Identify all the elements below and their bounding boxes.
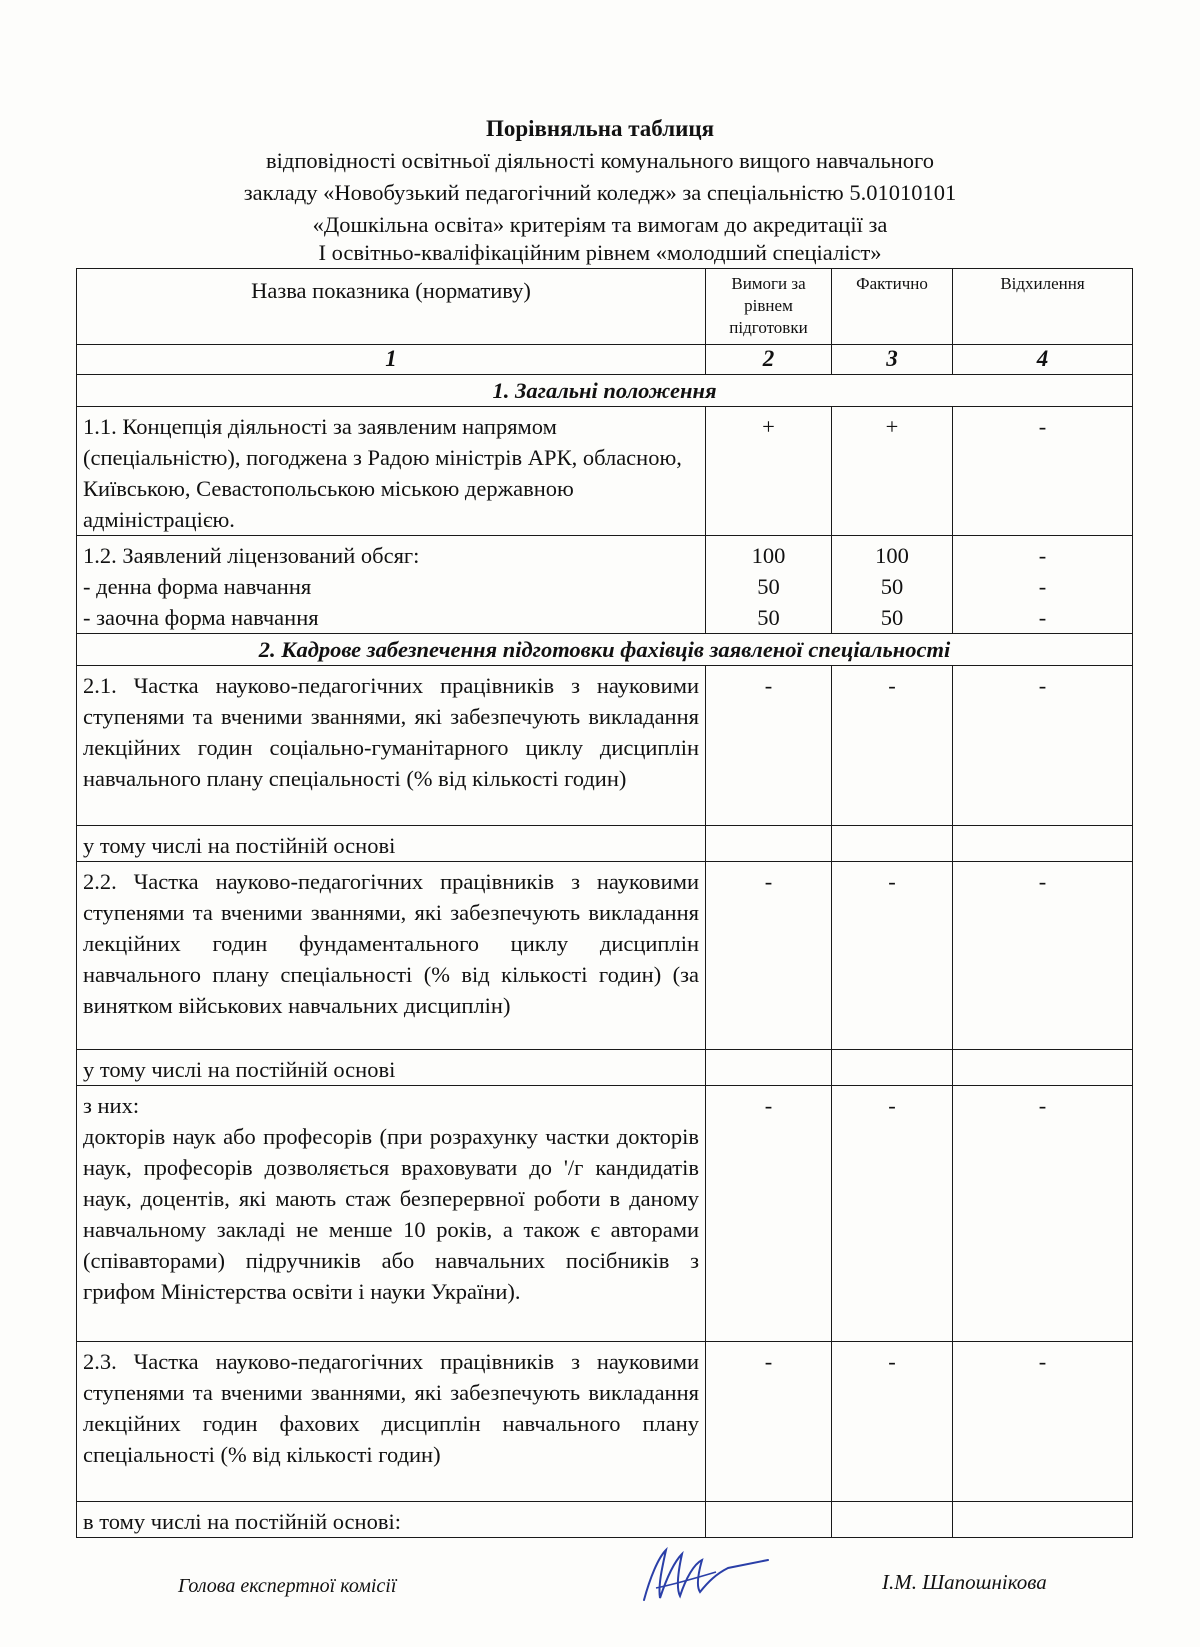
- row-2-2-deviation: -: [953, 862, 1133, 1050]
- row-2-3-actual: -: [832, 1342, 953, 1502]
- column-number-3: 3: [832, 345, 953, 375]
- column-number-2: 2: [706, 345, 832, 375]
- row-1-2-line-3: - заочна форма навчання: [83, 605, 319, 630]
- row-2-1-text: 2.1. Частка науково-педагогічних працівників з науковими ступенями та вченими званнями, які забезпечують викладання лекційних годин соціально-гуманітарного циклу дисциплін навчального плану спеціальності (% від кількості годин): [77, 666, 706, 826]
- row-1-2-line-1: 1.2. Заявлений ліцензований обсяг:: [83, 543, 420, 568]
- row-1-2-actual: [832, 536, 953, 634]
- subtitle-line-1: відповідності освітньої діяльності комунального вищого навчального: [266, 148, 934, 173]
- row-2-2-actual: -: [832, 862, 953, 1050]
- section-2-heading: 2. Кадрове забезпечення підготовки фахівців заявленої спеціальності: [77, 634, 1133, 666]
- header-row: [77, 269, 1133, 345]
- document-title: Порівняльна таблиця: [485, 116, 715, 141]
- header-indicator: Назва показника (нормативу): [77, 269, 706, 345]
- table-row: [77, 536, 1133, 634]
- column-number-4: 4: [953, 345, 1133, 375]
- table-row: [77, 666, 1133, 826]
- header-actual: Фактично: [832, 269, 953, 345]
- row-1-1-actual: +: [832, 407, 953, 536]
- row-2-2-of-requirements: -: [706, 1086, 832, 1342]
- row-2-2-of-actual: -: [832, 1086, 953, 1342]
- row-2-3-text: 2.3. Частка науково-педагогічних працівників з науковими ступенями та вченими званнями, які забезпечують викладання лекційних годин фахових дисциплін навчального плану спеціальності (% від кількості годин): [77, 1342, 706, 1502]
- header-requirements: Вимоги за рівнем підготовки: [706, 269, 832, 345]
- section-1-heading: 1. Загальні положення: [77, 375, 1133, 407]
- value: 50: [880, 605, 904, 630]
- row-1-1-requirements: +: [706, 407, 832, 536]
- value: 50: [757, 574, 780, 599]
- subtitle-line-3: «Дошкільна освіта» критеріям та вимогам до акредитації за: [312, 212, 888, 237]
- section-row: [77, 375, 1133, 407]
- row-2-2-of-deviation: -: [953, 1086, 1133, 1342]
- empty-cell: [706, 1502, 832, 1538]
- row-2-1-sub-text: у тому числі на постійній основі: [77, 826, 706, 862]
- commission-head-name: І.М. Шапошнікова: [882, 1570, 1047, 1594]
- row-2-3-deviation: -: [953, 1342, 1133, 1502]
- value: -: [1038, 543, 1047, 568]
- table-row: [77, 1342, 1133, 1502]
- row-2-2-of-text: [77, 1086, 706, 1342]
- empty-cell: [832, 826, 953, 862]
- row-1-2-requirements: [706, 536, 832, 634]
- subtitle-line-2: закладу «Новобузький педагогічний коледж» за спеціальністю 5.01010101: [243, 180, 957, 205]
- empty-cell: [832, 1502, 953, 1538]
- comparison-table: [76, 268, 1133, 1538]
- table-row: [77, 826, 1133, 862]
- header-deviation: Відхилення: [953, 269, 1133, 345]
- empty-cell: [706, 826, 832, 862]
- row-2-3-sub-text: в тому числі на постійній основі:: [77, 1502, 706, 1538]
- empty-cell: [953, 826, 1133, 862]
- row-1-1-text: 1.1. Концепція діяльності за заявленим напрямом (спеціальністю), погоджена з Радою міністрів АРК, обласною, Київською, Севастопольською міською державною адміністрацією.: [77, 407, 706, 536]
- row-2-2-of-body: докторів наук або професорів (при розрахунку частки докторів наук, професорів дозволяється враховувати до '/г кандидатів наук, доцентів, які мають стаж безперервної роботи в даному навчальному закладі не менше 10 років, а також є авторами (співавторами) підручників або навчальних посібників з грифом Міністерства освіти і науки України).: [83, 1124, 699, 1304]
- column-number-1: 1: [77, 345, 706, 375]
- empty-cell: [832, 1050, 953, 1086]
- table-row: [77, 1086, 1133, 1342]
- handwritten-signature: [636, 1538, 776, 1618]
- value: 100: [751, 543, 786, 568]
- row-2-1-actual: -: [832, 666, 953, 826]
- table-row: [77, 862, 1133, 1050]
- commission-head-label: Голова експертної комісії: [178, 1575, 397, 1597]
- table-row: [77, 1502, 1133, 1538]
- section-row: [77, 634, 1133, 666]
- value: -: [1038, 574, 1047, 599]
- row-2-1-requirements: -: [706, 666, 832, 826]
- row-1-2-deviation: [953, 536, 1133, 634]
- row-2-1-deviation: -: [953, 666, 1133, 826]
- row-1-2-text: [77, 536, 706, 634]
- row-2-2-requirements: -: [706, 862, 832, 1050]
- row-1-2-line-2: - денна форма навчання: [83, 574, 312, 599]
- empty-cell: [706, 1050, 832, 1086]
- value: 100: [875, 543, 909, 568]
- table-row: [77, 1050, 1133, 1086]
- table-row: [77, 407, 1133, 536]
- empty-cell: [953, 1502, 1133, 1538]
- row-2-3-requirements: -: [706, 1342, 832, 1502]
- row-2-2-text: 2.2. Частка науково-педагогічних працівників з науковими ступенями та вченими званнями, які забезпечують викладання лекційних годин фундаментального циклу дисциплін навчального плану спеціальності (% від кількості годин) (за винятком військових навчальних дисциплін): [77, 862, 706, 1050]
- empty-cell: [953, 1050, 1133, 1086]
- value: -: [1038, 605, 1047, 630]
- column-number-row: [77, 345, 1133, 375]
- row-2-2-sub-text: у тому числі на постійній основі: [77, 1050, 706, 1086]
- value: 50: [880, 574, 904, 599]
- row-1-1-deviation: -: [953, 407, 1133, 536]
- subtitle-line-4: І освітньо-кваліфікаційним рівнем «молодший спеціаліст»: [318, 240, 882, 265]
- value: 50: [757, 605, 780, 630]
- row-2-2-of-line-1: з них:: [83, 1093, 140, 1118]
